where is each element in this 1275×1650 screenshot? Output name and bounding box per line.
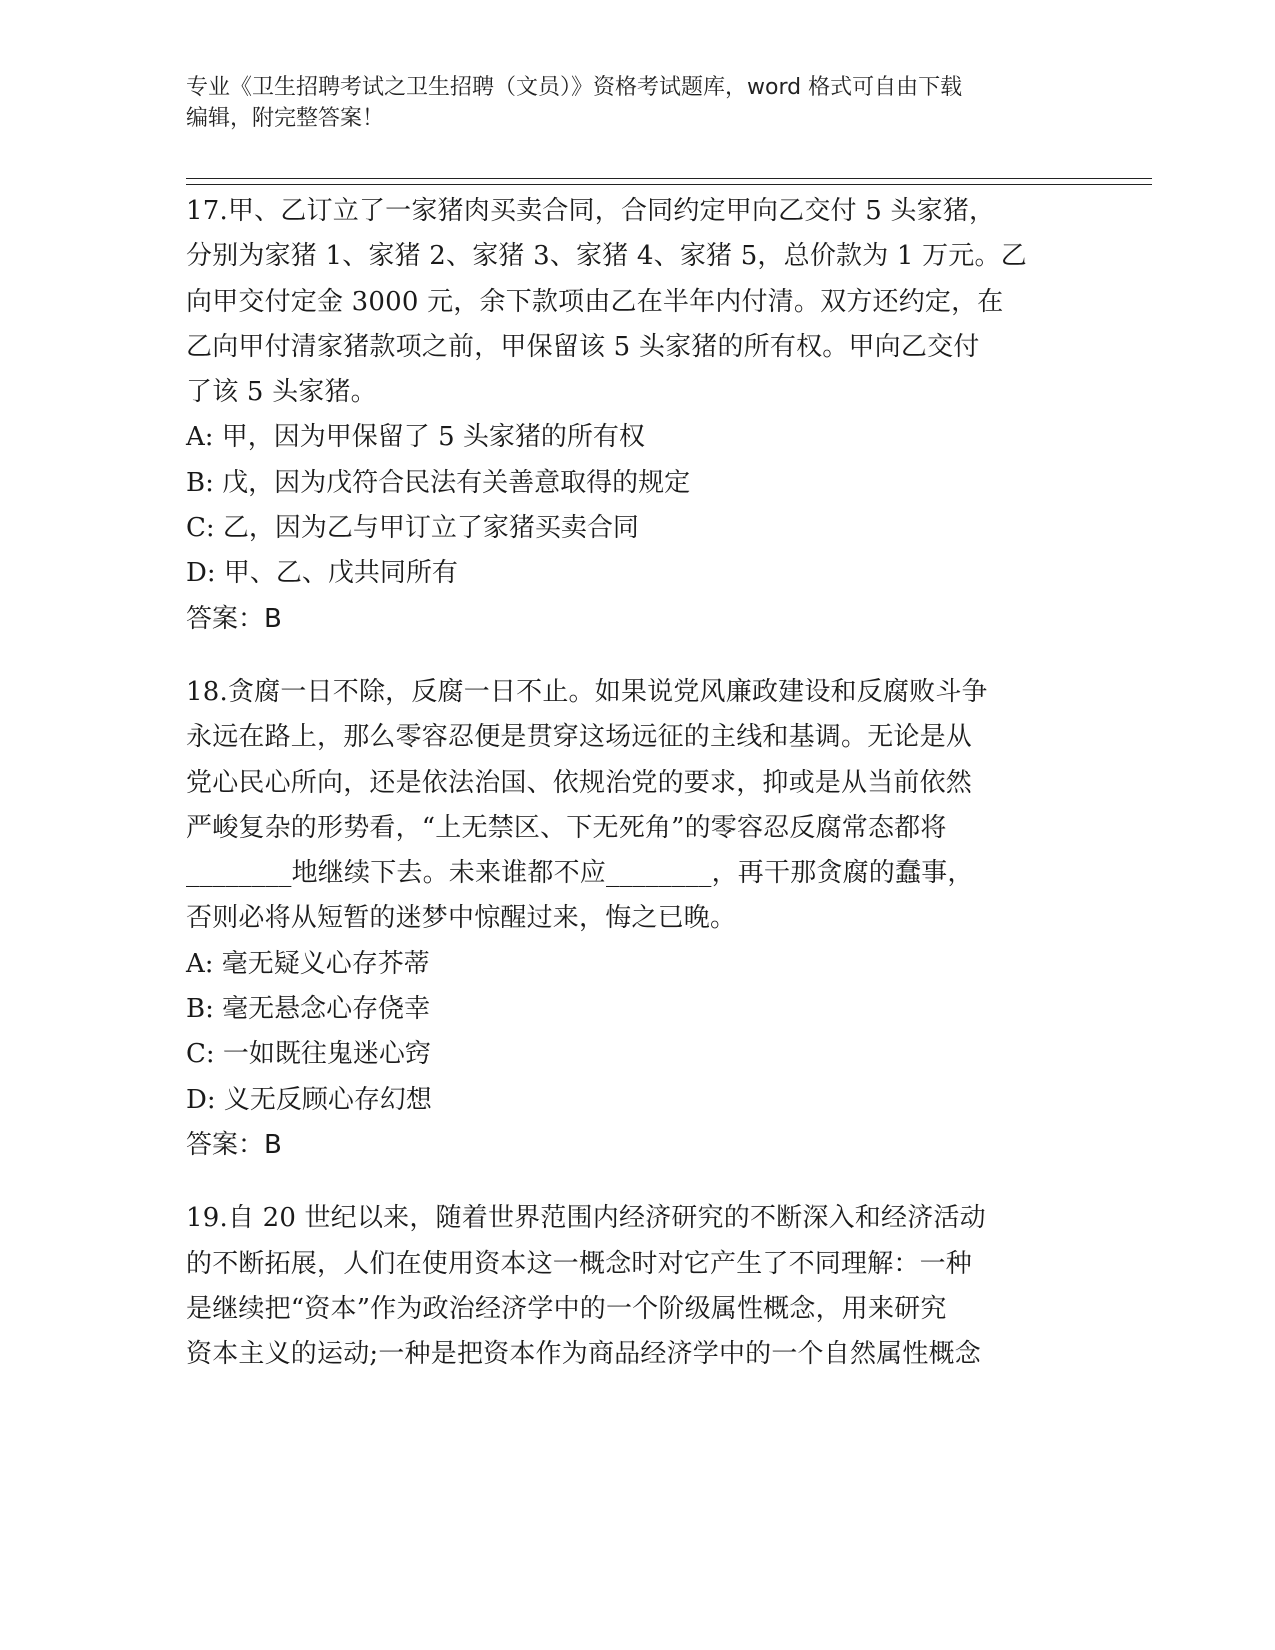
question-18 — [186, 670, 1086, 1168]
question-stem-line: 永远在路上，那么零容忍便是贯穿这场远征的主线和基调。无论是从 — [186, 722, 973, 753]
question-stem-line: 分别为家猪 1、家猪 2、家猪 3、家猪 4、家猪 5，总价款为 1 万元。乙 — [186, 241, 1027, 272]
question-17 — [186, 189, 1086, 642]
question-stem-line: 18.贪腐一日不除，反腐一日不止。如果说党风廉政建设和反腐败斗争 — [186, 676, 988, 707]
answer-line: 答案：B — [186, 603, 282, 634]
question-stem-line: 乙向甲付清家猪款项之前，甲保留该 5 头家猪的所有权。甲向乙交付 — [186, 331, 980, 362]
option-a: A: 甲，因为甲保留了 5 头家猪的所有权 — [186, 422, 645, 453]
answer-line: 答案：B — [186, 1129, 282, 1160]
option-d: D: 义无反顾心存幻想 — [186, 1084, 432, 1115]
document-header — [186, 72, 1066, 134]
question-stem-line: 17.甲、乙订立了一家猪肉买卖合同，合同约定甲向乙交付 5 头家猪， — [186, 196, 996, 226]
question-stem-line: ________地继续下去。未来谁都不应________，再干那贪腐的蠢事， — [186, 858, 974, 889]
question-stem-line: 的不断拓展，人们在使用资本这一概念时对它产生了不同理解：一种 — [186, 1248, 973, 1279]
header-line-1: 专业《卫生招聘考试之卫生招聘（文员）》资格考试题库，word 格式可自由下载 — [186, 75, 963, 100]
option-b: B: 戊，因为戊符合民法有关善意取得的规定 — [186, 467, 691, 498]
option-c: C: 一如既往鬼迷心窍 — [186, 1039, 431, 1070]
header-rule-bottom — [186, 184, 1152, 185]
question-stem-line: 向甲交付定金 3000 元，余下款项由乙在半年内付清。双方还约定，在 — [186, 286, 1004, 317]
header-rule-top — [186, 178, 1152, 179]
question-stem-line: 党心民心所向，还是依法治国、依规治党的要求，抑或是从当前依然 — [186, 767, 973, 798]
question-list — [186, 189, 1086, 1405]
question-stem-line: 是继续把“资本”作为政治经济学中的一个阶级属性概念，用来研究 — [186, 1293, 947, 1324]
question-stem-line: 严峻复杂的形势看，“上无禁区、下无死角”的零容忍反腐常态都将 — [186, 812, 947, 843]
question-stem-line: 了该 5 头家猪。 — [186, 377, 377, 408]
question-19 — [186, 1196, 1086, 1377]
question-stem-line: 19.自 20 世纪以来，随着世界范围内经济研究的不断深入和经济活动 — [186, 1203, 986, 1234]
option-a: A: 毫无疑义心存芥蒂 — [186, 948, 430, 979]
question-stem-line: 否则必将从短暂的迷梦中惊醒过来，悔之已晚。 — [186, 903, 737, 934]
option-b: B: 毫无悬念心存侥幸 — [186, 994, 431, 1025]
header-line-2: 编辑，附完整答案！ — [186, 106, 385, 131]
option-c: C: 乙，因为乙与甲订立了家猪买卖合同 — [186, 513, 639, 544]
question-stem-line: 资本主义的运动;一种是把资本作为商品经济学中的一个自然属性概念 — [186, 1339, 981, 1370]
option-d: D: 甲、乙、戊共同所有 — [186, 558, 458, 589]
